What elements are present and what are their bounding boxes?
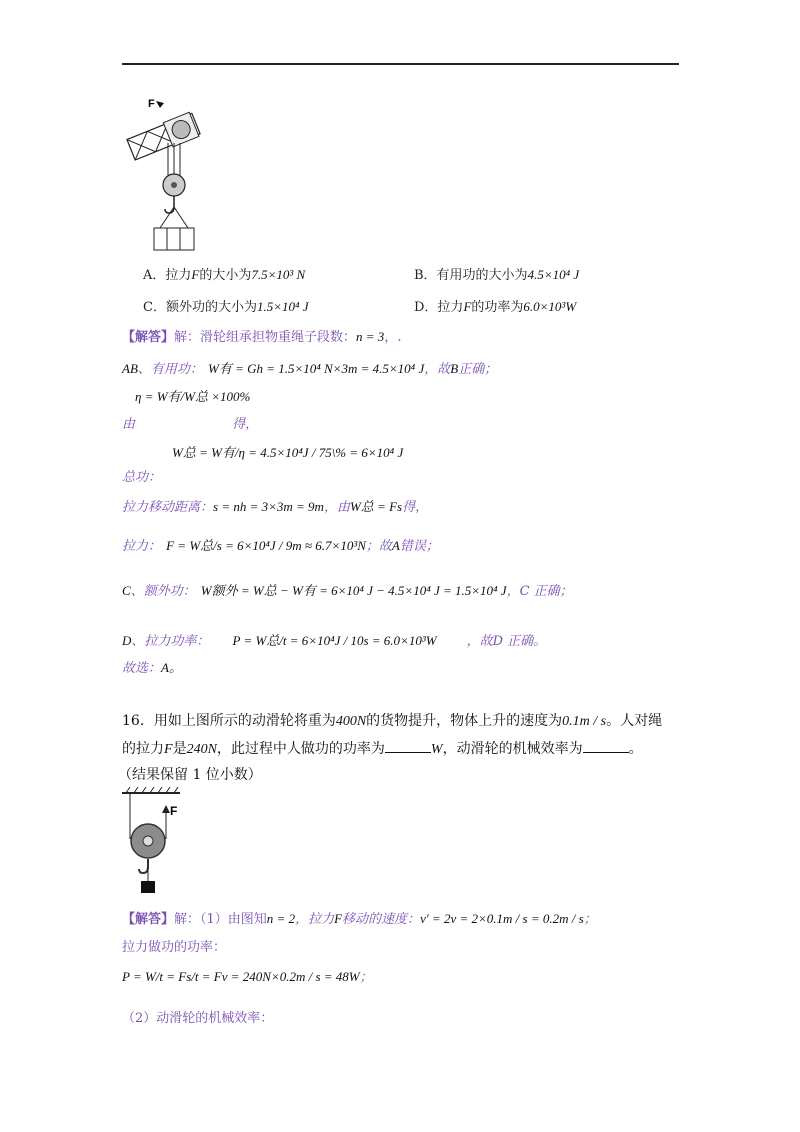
figure2-force-label: F	[170, 804, 178, 818]
solution2-line1-math: n = 2	[266, 911, 296, 926]
solution1-efficiency-math: η = W有/W总 ×100%	[135, 389, 251, 404]
option-d-value: 6.0×10³W	[523, 299, 577, 314]
efficiency-answer-blank[interactable]	[583, 740, 629, 753]
solution1-extra-label: 、额外功：	[130, 584, 196, 599]
option-a-value: 7.5×10³ N	[251, 267, 306, 282]
solution2-line3-end: ；	[359, 970, 373, 985]
solution1-distance-line	[122, 496, 428, 515]
q16-line2-c: ，此过程中人做功的功率为	[216, 741, 385, 757]
option-a-var: F	[191, 267, 200, 282]
q16-line1-a: 16．用如上图所示的动滑轮将重为	[122, 713, 336, 729]
solution1-force-label: 拉力：	[122, 539, 162, 554]
solution2-line1-math2: v′ = 2v = 2×0.1m / s = 0.2m / s	[420, 911, 584, 926]
solution2-line1	[122, 908, 597, 927]
option-d-var: F	[463, 299, 472, 314]
solution1-choose-ans: A。	[161, 660, 182, 675]
solution1-line2-text: 、有用功：	[137, 362, 203, 377]
solution1-heading: 【解答】	[122, 330, 175, 345]
solution1-eff-end: 得，	[232, 417, 259, 432]
power-answer-blank[interactable]	[385, 740, 431, 753]
q16-line2-a: 的拉力	[122, 741, 164, 757]
q16-line2-val: 240N	[186, 742, 217, 757]
solution1-extra-line	[122, 580, 573, 599]
solution1-extra-math: W额外 = W总 − W有 = 6×10⁴ J − 4.5×10⁴ J = 1.5×10⁴ J	[200, 583, 507, 598]
solution1-extra-end: ，C 正确；	[506, 584, 573, 599]
solution2-heading: 【解答】	[122, 912, 175, 927]
option-d-label: D．拉力	[414, 300, 464, 315]
option-c	[143, 296, 309, 315]
question16-line1	[122, 710, 662, 730]
solution1-power-label: 、拉力功率：	[131, 634, 210, 649]
solution2-line1-mid2: 移动的速度：	[342, 912, 421, 927]
solution2-line2: 拉力做功的功率：	[122, 940, 227, 955]
q16-line2-unit: W	[430, 742, 443, 757]
q16-line1-c: 。人对绳	[606, 713, 663, 729]
option-b-value: 4.5×10⁴ J	[527, 267, 580, 282]
header-rule	[122, 63, 679, 65]
solution2-line1-var: F	[334, 911, 343, 926]
solution1-line2-b: B	[450, 361, 459, 376]
solution1-eff-text: 由	[122, 417, 136, 432]
solution1-choose: 故选：	[122, 661, 162, 676]
solution1-line2-math: W有 = Gh = 1.5×10⁴ N×3m = 4.5×10⁴ J	[208, 361, 425, 376]
solution1-force-end2: 错误；	[399, 539, 439, 554]
solution1-line2-end: 正确；	[458, 362, 498, 377]
option-d	[414, 296, 576, 315]
solution1-line2-suffix: ，故	[424, 362, 451, 377]
figure1-force-label: F	[148, 98, 155, 110]
solution1-force-end: ；故	[365, 539, 392, 554]
solution1-power-line	[122, 630, 546, 649]
option-a-label: A．拉力	[143, 268, 192, 283]
question16-line2	[122, 738, 643, 758]
solution1-line1: 【解答】解：滑轮组承担物重绳子段数：n = 3，.	[122, 329, 402, 345]
solution1-line2-prefix: AB	[122, 361, 138, 376]
solution1-line1-math: n = 3	[356, 329, 385, 344]
solution2-line1-mid: ，拉力	[295, 912, 335, 927]
q16-line2-b: 是	[172, 741, 187, 757]
option-c-label: C．额外功的大小为	[143, 300, 257, 315]
q16-line1-b: 的货物提升，物体上升的速度为	[366, 713, 563, 729]
solution1-dist-end: 得，	[402, 500, 429, 515]
q16-line2-d: ，动滑轮的机械效率为	[442, 741, 583, 757]
solution1-force-math: F = W总/s = 6×10⁴J / 9m ≈ 6.7×10³N	[166, 538, 366, 553]
solution1-power-prefix: D	[122, 633, 132, 648]
solution1-dist-label: 拉力移动距离：	[122, 500, 214, 515]
option-a-mid: 的大小为	[199, 268, 252, 283]
option-d-mid: 的功率为	[471, 300, 524, 315]
q16-line2-e: 。	[628, 741, 643, 757]
movable-pulley-figure	[120, 787, 192, 897]
option-b	[414, 264, 579, 283]
solution1-force-a: A	[391, 538, 400, 553]
solution1-answer	[122, 657, 182, 676]
solution1-dist-mid: ，由	[323, 500, 350, 515]
solution1-line2	[122, 358, 497, 377]
q16-line2-var: F	[164, 742, 173, 757]
question16-line3: （结果保留 1 位小数）	[118, 767, 262, 783]
solution1-dist-math: s = nh = 3×3m = 9m	[213, 499, 324, 514]
solution2-line1-text: 解：（1）由图知	[174, 912, 267, 927]
crane-pulley-figure	[120, 95, 210, 253]
solution1-efficiency-line	[122, 413, 258, 432]
solution2-line1-end: ；	[583, 912, 597, 927]
solution2-line3-math: P = W/t = Fs/t = Fv = 240N×0.2m / s = 48W	[122, 969, 360, 984]
q16-line1-val: 400N	[335, 714, 367, 729]
solution1-power-end: ，故D 正确。	[466, 634, 547, 649]
solution1-total-math: W总 = W有/η = 4.5×10⁴J / 75\% = 6×10⁴ J	[172, 445, 404, 460]
solution1-power-math: P = W总/t = 6×10⁴J / 10s = 6.0×10³W	[232, 633, 437, 648]
solution1-total-label: 总功：	[122, 470, 162, 485]
option-c-value: 1.5×10⁴ J	[256, 299, 309, 314]
option-a	[143, 264, 305, 283]
solution1-extra-prefix: C	[122, 583, 131, 598]
q16-line1-val2: 0.1m / s	[562, 714, 607, 729]
solution2-line4: （2）动滑轮的机械效率：	[122, 1011, 274, 1026]
option-b-label: B．有用功的大小为	[414, 268, 528, 283]
solution2-line3	[122, 966, 373, 985]
solution1-line1-text: 解：滑轮组承担物重绳子段数：	[174, 330, 357, 345]
solution1-force-line	[122, 535, 439, 554]
solution1-dist-math2: W总 = Fs	[349, 499, 403, 514]
